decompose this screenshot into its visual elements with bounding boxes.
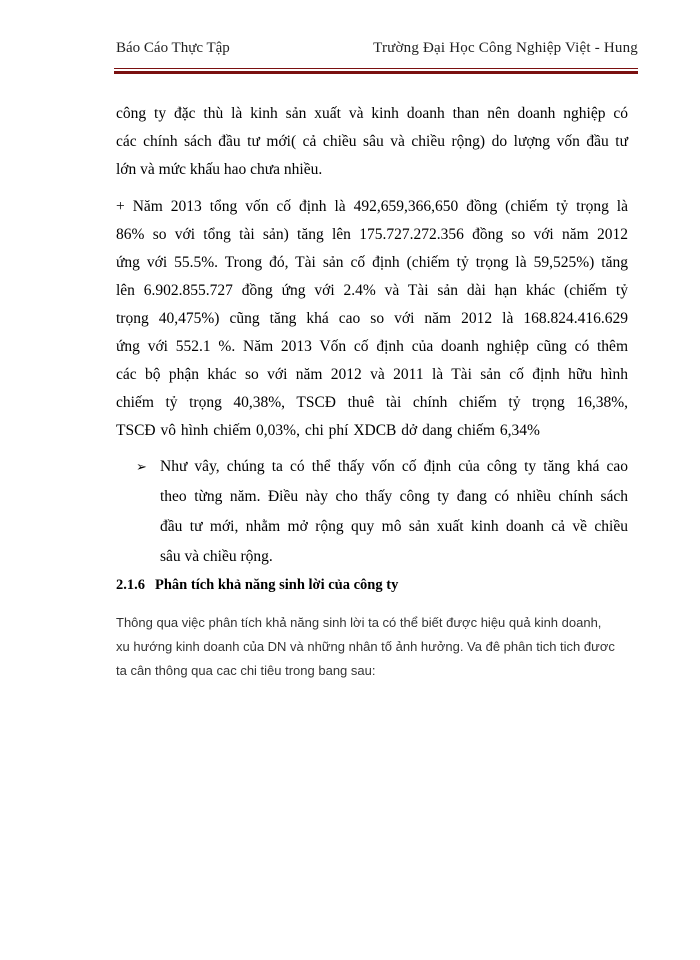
section-title: Phân tích khả năng sinh lời của công ty — [155, 577, 399, 593]
paragraph-4 — [116, 611, 616, 683]
paragraph-line: các chính sách đầu tư mới( cả chiều sâu và chiều rộng) do lượng vốn đầu tư — [116, 133, 628, 150]
paragraph-line: ta cân thông qua cac chi tiêu trong bang sau: — [116, 663, 376, 678]
section-number: 2.1.6 — [116, 577, 145, 593]
paragraph-line: trọng 40,475%) cũng tăng khá cao so với năm 2012 là 168.824.416.629 — [116, 310, 628, 327]
paragraph-line: xu hướng kinh doanh của DN và những nhân tố ảnh hưởng. Va đê phân tich tich đươc — [116, 639, 615, 654]
paragraph-line: Thông qua việc phân tích khả năng sinh lời ta có thể biết được hiệu quả kinh doanh, — [116, 615, 602, 630]
header-right-title: Trường Đại Học Công Nghiệp Việt - Hung — [373, 40, 638, 56]
paragraph-line: đầu tư mới, nhằm mở rộng quy mô sản xuất kinh doanh cả về chiều — [160, 518, 628, 535]
header-divider-thick — [114, 71, 638, 74]
paragraph-line: ứng với 552.1 %. Năm 2013 Vốn cố định của doanh nghiệp cũng có thêm — [116, 338, 628, 355]
paragraph-line: sâu và chiều rộng. — [160, 548, 273, 565]
header-left-title: Báo Cáo Thực Tập — [116, 40, 230, 56]
paragraph-line: Như vây, chúng ta có thể thấy vốn cố định của công ty tăng khá cao — [160, 458, 628, 475]
paragraph-line: + Năm 2013 tổng vốn cố định là 492,659,366,650 đồng (chiếm tỷ trọng là — [116, 198, 628, 215]
paragraph-line: lớn và mức khấu hao chưa nhiều. — [116, 161, 323, 178]
header-divider-thin — [114, 68, 638, 69]
paragraph-line: theo từng năm. Điều này cho thấy công ty đang có nhiều chính sách — [160, 488, 628, 505]
page-header — [116, 40, 638, 62]
paragraph-line: chiếm tỷ trọng 40,38%, TSCĐ thuê tài chính chiếm tỷ trọng 16,38%, — [116, 394, 628, 411]
paragraph-line: 86% so với tổng tài sản) tăng lên 175.727.272.356 đồng so với năm 2012 — [116, 226, 628, 243]
paragraph-line: TSCĐ vô hình chiếm 0,03%, chi phí XDCB dở dang chiếm 6,34% — [116, 422, 540, 439]
paragraph-1 — [116, 100, 628, 184]
section-heading — [116, 577, 398, 594]
paragraph-line: các bộ phận khác so với năm 2012 và 2011 là Tài sản cố định hữu hình — [116, 366, 628, 383]
paragraph-2 — [116, 193, 628, 445]
paragraph-line: công ty đặc thù là kinh sản xuất và kinh doanh than nên doanh nghiệp có — [116, 105, 628, 122]
paragraph-line: lên 6.902.855.727 đồng ứng với 2.4% và Tài sản dài hạn khác (chiếm tỷ — [116, 282, 628, 299]
bullet-paragraph — [160, 452, 628, 572]
arrow-bullet-icon: ➢ — [136, 460, 147, 475]
paragraph-line: ứng với 55.5%. Trong đó, Tài sản cố định (chiếm tỷ trọng là 59,525%) tăng — [116, 254, 628, 271]
